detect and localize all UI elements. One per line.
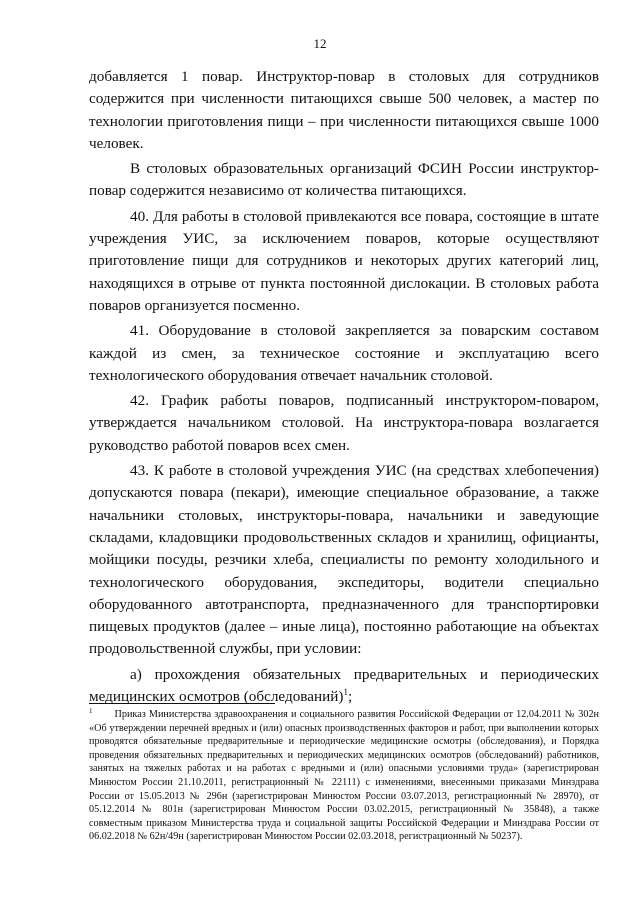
page-number: 12 xyxy=(313,36,327,51)
paragraph-43-a xyxy=(89,664,599,709)
footnote-mark: 1 xyxy=(89,706,93,715)
paragraph-continuation: добавляется 1 повар. Инструктор-повар в столовых для сотрудников содержится при численности питающихся свыше 500 человек, а мастер по технологии приготовления пищи – при численности питающихся свыше 1000 человек. xyxy=(89,68,599,152)
footnote-separator xyxy=(89,703,275,704)
paragraph-43: 43. К работе в столовой учреждения УИС (на средствах хлебопечения) допускаются повара (пекари), имеющие специальное образование, а также начальники столовых, инструкторы-повара, начальники и заведующие складами, кладовщики продовольственных складов и хранилищ, официанты, мойщики посуды, резчики хлеба, специалисты по ремонту холодильного и технологического оборудования, экспедиторы, водители специально оборудованного автотранспорта, предназначенного для транспортировки пищевых продуктов (далее – иные лица), постоянно работающие на объектах продовольственной службы, при условии: xyxy=(89,462,599,658)
footnote xyxy=(89,708,599,844)
paragraph-fsin-instructor: В столовых образовательных организаций ФСИН России инструктор-повар содержится независимо от количества питающихся. xyxy=(89,160,599,200)
paragraph-43-a-trailing: ; xyxy=(347,688,353,706)
paragraph-42: 42. График работы поваров, подписанный инструктором-поваром, утверждается начальником столовой. На инструктора-повара возлагается руководство работой поваров всех смен. xyxy=(89,392,599,454)
main-text xyxy=(89,66,599,708)
paragraph-40: 40. Для работы в столовой привлекаются все повара, состоящие в штате учреждения УИС, за исключением поваров, которые осуществляют приготовление пищи для сотрудников и некоторых других категорий лиц, находящихся в отрыве от пункта постоянной дислокации. В столовых работа поваров организуется посменно. xyxy=(89,207,599,314)
footnote-reference[interactable]: 1 xyxy=(343,686,348,697)
paragraph-43-a-text: а) прохождения обязательных предварительных и периодических медицинских осмотров (обследований) xyxy=(89,665,599,706)
footnote-text: Приказ Министерства здравоохранения и социального развития Российской Федерации от 12.04.2011 № 302н «Об утверждении перечней вредных и (или) опасных производственных факторов и работ, при выполнении которых проводятся обязательные предварительные и периодические медицинские осмотры (обследования), и Порядка проведения обязательных предварительных и периодических медицинских осмотров (обследований) работников, занятых на тяжелых работах и на работах с вредными и (или) опасными условиями труда» (зарегистрирован Минюстом России 21.10.2011, регистрационный № 22111) с изменениями, внесенными приказами Минздрава России от 15.05.2013 № 296н (зарегистрирован Минюстом России 03.07.2013, регистрационный № 28970), от 05.12.2014 № 801н (зарегистрирован Минюстом России 03.02.2015, регистрационный № 35848), а также совместным приказом Министерства труда и социальной защиты Российской Федерации и Минздрава России от 06.02.2018 № 62н/49н (зарегистрирован Минюстом России 02.03.2018, регистрационный № 50237). xyxy=(89,709,599,843)
paragraph-41: 41. Оборудование в столовой закрепляется за поварским составом каждой из смен, за техническое состояние и эксплуатацию всего технологического оборудования отвечает начальник столовой. xyxy=(89,322,599,384)
footnote-paragraph xyxy=(89,708,599,844)
